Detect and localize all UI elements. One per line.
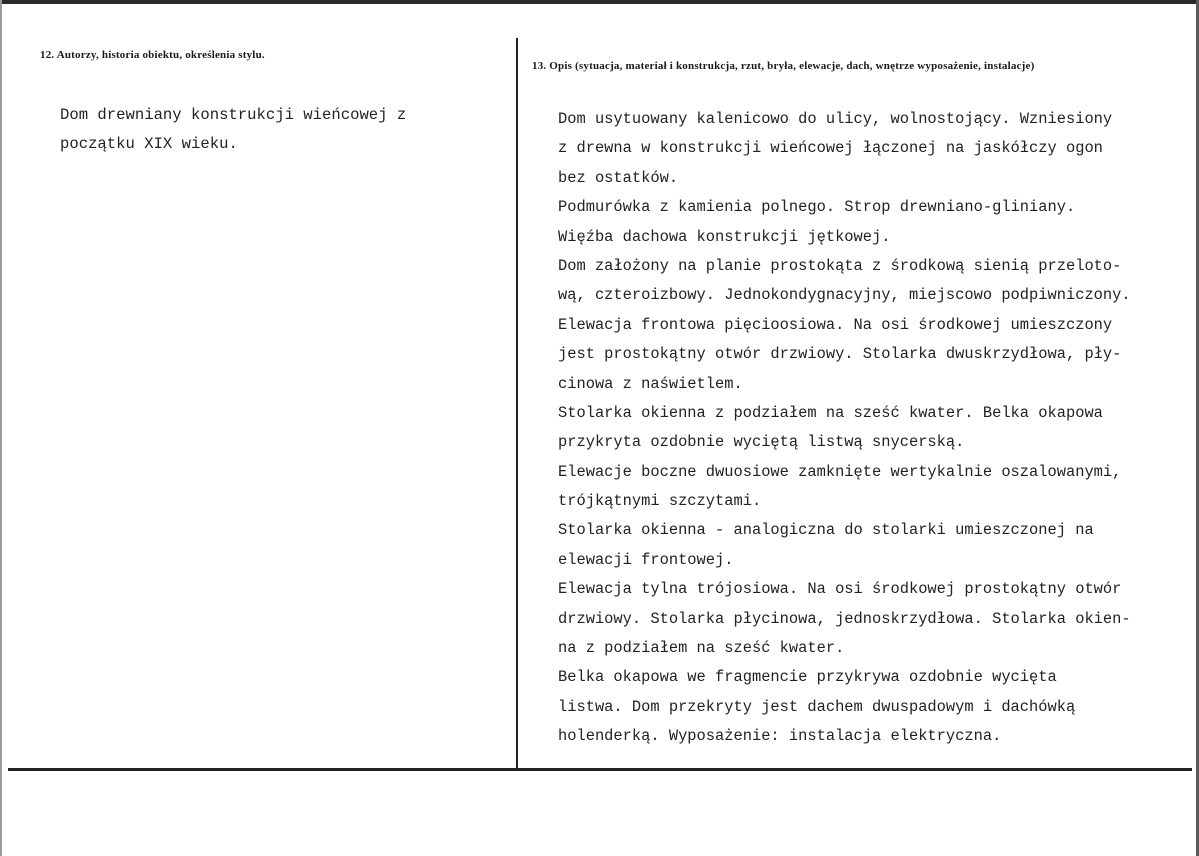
section-13-line: Dom założony na planie prostokąta z środkową sienią przeloto-	[558, 256, 1122, 275]
section-13-line: bez ostatków.	[558, 168, 679, 187]
section-13-line: Więźba dachowa konstrukcji jętkowej.	[558, 227, 891, 246]
section-13-line: drzwiowy. Stolarka płycinowa, jednoskrzydłowa. Stolarka okien-	[558, 609, 1131, 628]
section-13-line: Dom usytuowany kalenicowo do ulicy, wolnostojący. Wzniesiony	[558, 110, 1113, 128]
section-13-line: na z podziałem na sześć kwater.	[558, 639, 845, 658]
section-13-line: cinowa z naświetlem.	[558, 374, 743, 393]
section-13-line: Elewacja frontowa pięcioosiowa. Na osi środkowej umieszczony	[558, 315, 1113, 334]
bottom-rule	[8, 768, 1192, 771]
section-13-line: przykryta ozdobnie wyciętą listwą snycerską.	[558, 433, 965, 452]
section-13-line: Elewacja tylna trójosiowa. Na osi środkowej prostokątny otwór	[558, 580, 1122, 599]
section-13-text	[558, 105, 1131, 752]
section-13-line: listwa. Dom przekryty jest dachem dwuspadowym i dachówką	[558, 697, 1076, 716]
section-12-text	[60, 101, 406, 160]
section-13-heading: 13. Opis (sytuacja, materiał i konstrukcja, rzut, bryła, elewacje, dach, wnętrze wyposażenie, instalacje)	[532, 60, 1035, 72]
section-13-line: z drewna w konstrukcji wieńcowej łączonej na jaskółczy ogon	[558, 139, 1103, 158]
section-13-line: Stolarka okienna z podziałem na sześć kwater. Belka okapowa	[558, 403, 1103, 422]
section-13-line: Belka okapowa we fragmencie przykrywa ozdobnie wycięta	[558, 668, 1057, 687]
section-13-line: wą, czteroizbowy. Jednokondygnacyjny, miejscowo podpiwniczony.	[558, 286, 1131, 305]
section-12-line: początku XIX wieku.	[60, 135, 238, 154]
section-13-line: jest prostokątny otwór drzwiowy. Stolarka dwuskrzydłowa, pły-	[558, 345, 1122, 364]
section-13-line: trójkątnymi szczytami.	[558, 492, 762, 511]
section-12-line: Dom drewniany konstrukcji wieńcowej z	[60, 106, 407, 124]
left-border	[0, 0, 2, 856]
section-13-line: elewacji frontowej.	[558, 550, 734, 569]
top-border	[0, 0, 1199, 4]
section-12-heading: 12. Autorzy, historia obiektu, określenia stylu.	[40, 49, 265, 61]
column-divider	[516, 38, 518, 768]
section-13-line: Stolarka okienna - analogiczna do stolarki umieszczonej na	[558, 521, 1094, 540]
section-13-line: Podmurówka z kamienia polnego. Strop drewniano-gliniany.	[558, 198, 1076, 217]
section-13-line: holenderką. Wyposażenie: instalacja elektryczna.	[558, 727, 1002, 746]
section-13-line: Elewacje boczne dwuosiowe zamknięte wertykalnie oszalowanymi,	[558, 462, 1122, 481]
